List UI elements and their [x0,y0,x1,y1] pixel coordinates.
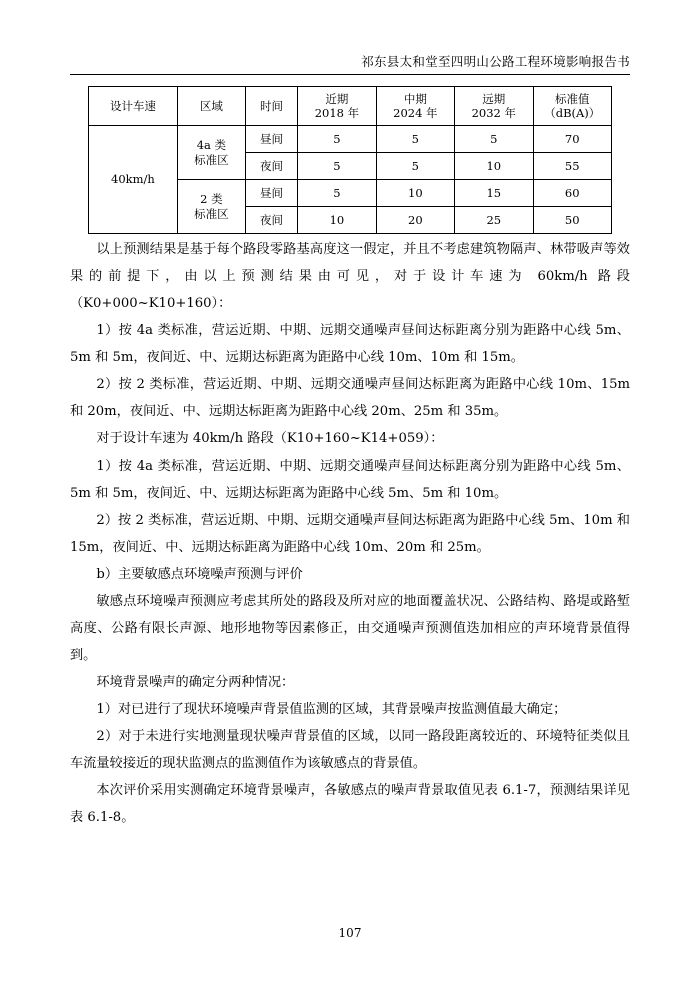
design-speed-cell: 40km/h [89,126,178,234]
page-number: 107 [338,926,362,940]
table-header-cell [245,87,297,126]
standard-value-cell: 60 [533,180,612,207]
time-cell: 夜间 [245,207,297,234]
noise-standard-table-wrap [88,86,612,234]
paragraph: 敏感点环境噪声预测应考虑其所处的路段及所对应的地面覆盖状况、公路结构、路堤或路堑高度、公路有限长声源、地形地物等因素修正，由交通噪声预测值迭加相应的声环境背景值得到。 [70,593,630,663]
mid-value-cell: 10 [376,180,454,207]
header-line1: 中期 [403,91,427,106]
area-cell [177,180,245,234]
noise-standard-table [88,86,612,234]
paragraph: 对于设计车速为 40km/h 路段（K10+160~K14+059）： [96,431,444,447]
header-line1: 设计车速 [109,98,156,113]
area-line2: 标准区 [194,152,229,167]
header-line2: （dB(A)） [544,106,601,120]
header-title: 祁东县太和堂至四明山公路工程环境影响报告书 [361,54,630,69]
mid-value-cell: 5 [376,126,454,153]
time-cell: 昼间 [245,180,297,207]
near-value-cell: 5 [298,153,376,180]
table-row [89,126,612,153]
header-divider [70,74,630,75]
time-cell: 昼间 [245,126,297,153]
header-line1: 远期 [482,91,506,106]
area-line1: 4a 类 [196,138,227,153]
page-footer [0,926,700,940]
header-line2: 2024 年 [393,106,438,120]
area-line1: 2 类 [200,192,223,207]
paragraph: 环境背景噪声的确定分两种情况： [96,675,295,690]
near-value-cell: 10 [298,207,376,234]
table-header-cell [376,87,454,126]
table-header-cell [298,87,376,126]
mid-value-cell: 20 [376,207,454,234]
time-cell: 夜间 [245,153,297,180]
header-line2: 2032 年 [471,106,516,120]
paragraph: 以上预测结果是基于每个路段零路基高度这一假定，并且不考虑建筑物隔声、林带吸声等效果的前提下，由以上预测结果由可见，对于设计车速为 60km/h 路段（K0+000~K10+160）： [70,242,630,312]
near-value-cell: 5 [298,180,376,207]
paragraph: 本次评价采用实测确定环境背景噪声，各敏感点的噪声背景取值见表 6.1-7，预测结果详见表 6.1-8。 [70,783,630,826]
standard-value-cell: 50 [533,207,612,234]
table-header-cell [177,87,245,126]
header-line1: 近期 [325,91,349,106]
standard-value-cell: 70 [533,126,612,153]
page-header [70,52,630,74]
table-header-row [89,87,612,126]
far-value-cell: 10 [455,153,533,180]
paragraph: 2）对于未进行实地测量现状噪声背景值的区域，以同一路段距离较近的、环境特征类似且车流量较接近的现状监测点的监测值作为该敏感点的背景值。 [70,729,630,772]
mid-value-cell: 5 [376,153,454,180]
header-line1: 区域 [199,98,223,113]
paragraph: 1）按 4a 类标准，营运近期、中期、远期交通噪声昼间达标距离分别为距路中心线 5m、5m 和 5m，夜间近、中、远期达标距离为距路中心线 10m、10m 和 15m。 [70,323,630,366]
area-line2: 标准区 [194,206,229,221]
header-line1: 标准值 [555,91,590,106]
body-content [70,236,630,831]
near-value-cell: 5 [298,126,376,153]
far-value-cell: 15 [455,180,533,207]
table-header-cell [455,87,533,126]
area-cell [177,126,245,180]
paragraph: b）主要敏感点环境噪声预测与评价 [96,566,303,582]
paragraph: 1）按 4a 类标准，营运近期、中期、远期交通噪声昼间达标距离分别为距路中心线 5m、5m 和 5m，夜间近、中、远期达标距离为距路中心线 5m、5m 和 10m。 [70,458,630,501]
paragraph: 2）按 2 类标准，营运近期、中期、远期交通噪声昼间达标距离为距路中心线 10m、15m 和 20m，夜间近、中、远期达标距离为距路中心线 20m、25m 和 35m。 [70,377,630,420]
paragraph: 1）对已进行了现状环境噪声背景值监测的区域，其背景噪声按监测值最大确定； [96,702,567,718]
table-header-cell [89,87,178,126]
far-value-cell: 25 [455,207,533,234]
header-line1: 时间 [260,98,284,113]
far-value-cell: 5 [455,126,533,153]
table-header-cell [533,87,612,126]
header-line2: 2018 年 [314,106,360,120]
paragraph: 2）按 2 类标准，营运近期、中期、远期交通噪声昼间达标距离为距路中心线 5m、10m 和 15m，夜间近、中、远期达标距离为距路中心线 10m、20m 和 25m。 [70,512,630,555]
standard-value-cell: 55 [533,153,612,180]
